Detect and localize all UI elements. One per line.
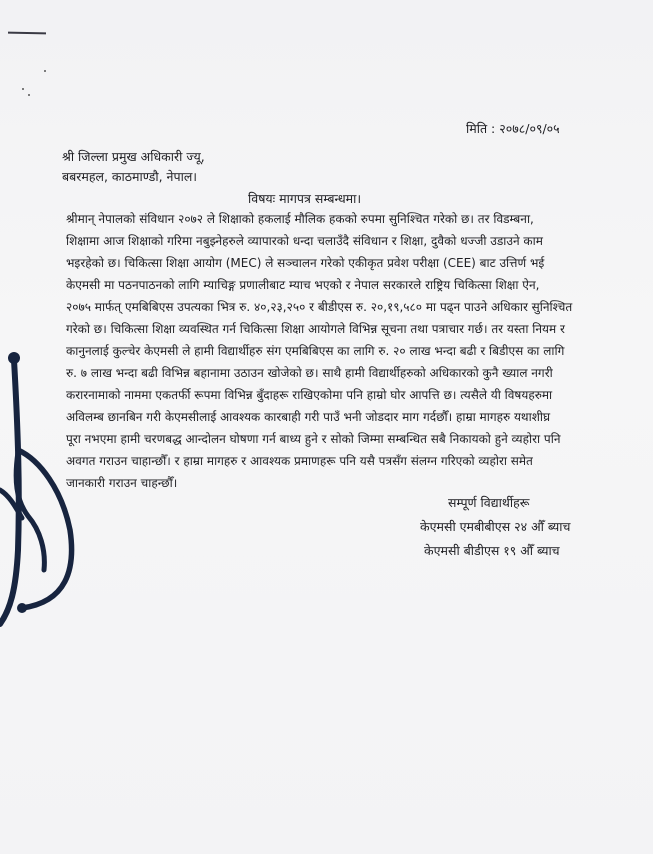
recipient-title: श्री जिल्ला प्रमुख अधिकारी ज्यू, <box>62 149 205 164</box>
signature-bds-batch: केएमसी बीडीएस १९ औँ ब्याच <box>424 543 560 558</box>
body-line: पूरा नभएमा हामी चरणबद्ध आन्दोलन घोषणा गर्न बाध्य हुने र सोको जिम्मा सम्बन्धित सबै निकायको हुने व्यहोरा पनि <box>66 432 561 446</box>
body-line: करारनामाको नाममा एकतर्फी रूपमा विभिन्न बुँदाहरू राखिएकोमा पनि हाम्रो घोर आपत्ति छ। त्यसैले यी विषयहरुमा <box>66 388 553 402</box>
body-line: २०७५ मार्फत् एमबिबिएस उपत्यका भित्र रु. ४०,२३,२५० र बीडीएस रु. २०,१९,५८० मा पढ्न पाउने अधिकार सुनिश्चित <box>66 300 573 314</box>
body-line: रु. ७ लाख भन्दा बढी विभिन्न बहानामा उठाउन खोजेको छ। साथै हामी विद्यार्थीहरुको अधिकारको कुनै ख्याल नगरी <box>66 366 553 380</box>
body-line: शिक्षामा आज शिक्षाको गरिमा नबुझ्नेहरुले व्यापारको धन्दा चलाउँदै संविधान र शिक्षा, दुवैको धज्जी उडाउने काम <box>66 234 543 248</box>
body-line: अवगत गराउन चाहान्छौँ। र हाम्रा मागहरु र आवश्यक प्रमाणहरू पनि यसै पत्रसँग संलग्न गरिएको व्यहोरा समेत <box>66 454 533 468</box>
letter-date: मिति : २०७८/०९/०५ <box>466 121 560 136</box>
pen-mark <box>8 32 46 35</box>
body-line: कानुनलाई कुल्चेर केएमसी ले हामी विद्यार्थीहरु संग एमबिबिएस का लागि रु. २० लाख भन्दा बढी र बिडीएस का लागि <box>66 344 565 358</box>
body-line: केएमसी मा पठनपाठनको लागि म्याचिङ्ग प्रणालीबाट म्याच भएको र नेपाल सरकारले राष्ट्रिय चिकित्सा शिक्षा ऐन, <box>66 278 540 292</box>
letter-subject: विषयः मागपत्र सम्बन्धमा। <box>248 191 362 206</box>
signature-students: सम्पूर्ण विद्यार्थीहरू <box>448 495 530 510</box>
speck <box>22 88 24 90</box>
body-line: जानकारी गराउन चाहन्छौँ। <box>66 476 178 490</box>
body-line: अविलम्ब छानबिन गरी केएमसीलाई आवश्यक कारबाही गरी पाउँ भनी जोडदार माग गर्दछौँ। हाम्रा मागहरु यथाशीघ्र <box>66 410 551 424</box>
recipient-address: बबरमहल, काठमाण्डौ, नेपाल। <box>62 169 198 184</box>
speck <box>44 70 46 72</box>
speck <box>28 94 30 96</box>
body-line: भइरहेको छ। चिकित्सा शिक्षा आयोग (MEC) ले सञ्चालन गरेको एकीकृत प्रवेश परीक्षा (CEE) बाट उत्तिर्ण भई <box>66 256 545 270</box>
signature-mbbs-batch: केएमसी एमबीबीएस २४ औँ ब्याच <box>420 519 571 534</box>
body-line: श्रीमान् नेपालको संविधान २०७२ ले शिक्षाको हकलाई मौलिक हकको रुपमा सुनिश्चित गरेको छ। तर विडम्बना, <box>66 212 534 226</box>
body-line: गरेको छ। चिकित्सा शिक्षा व्यवस्थित गर्न चिकित्सा शिक्षा आयोगले विभिन्न सूचना तथा पत्राचार गर्छ। तर यस्ता नियम र <box>66 322 565 336</box>
